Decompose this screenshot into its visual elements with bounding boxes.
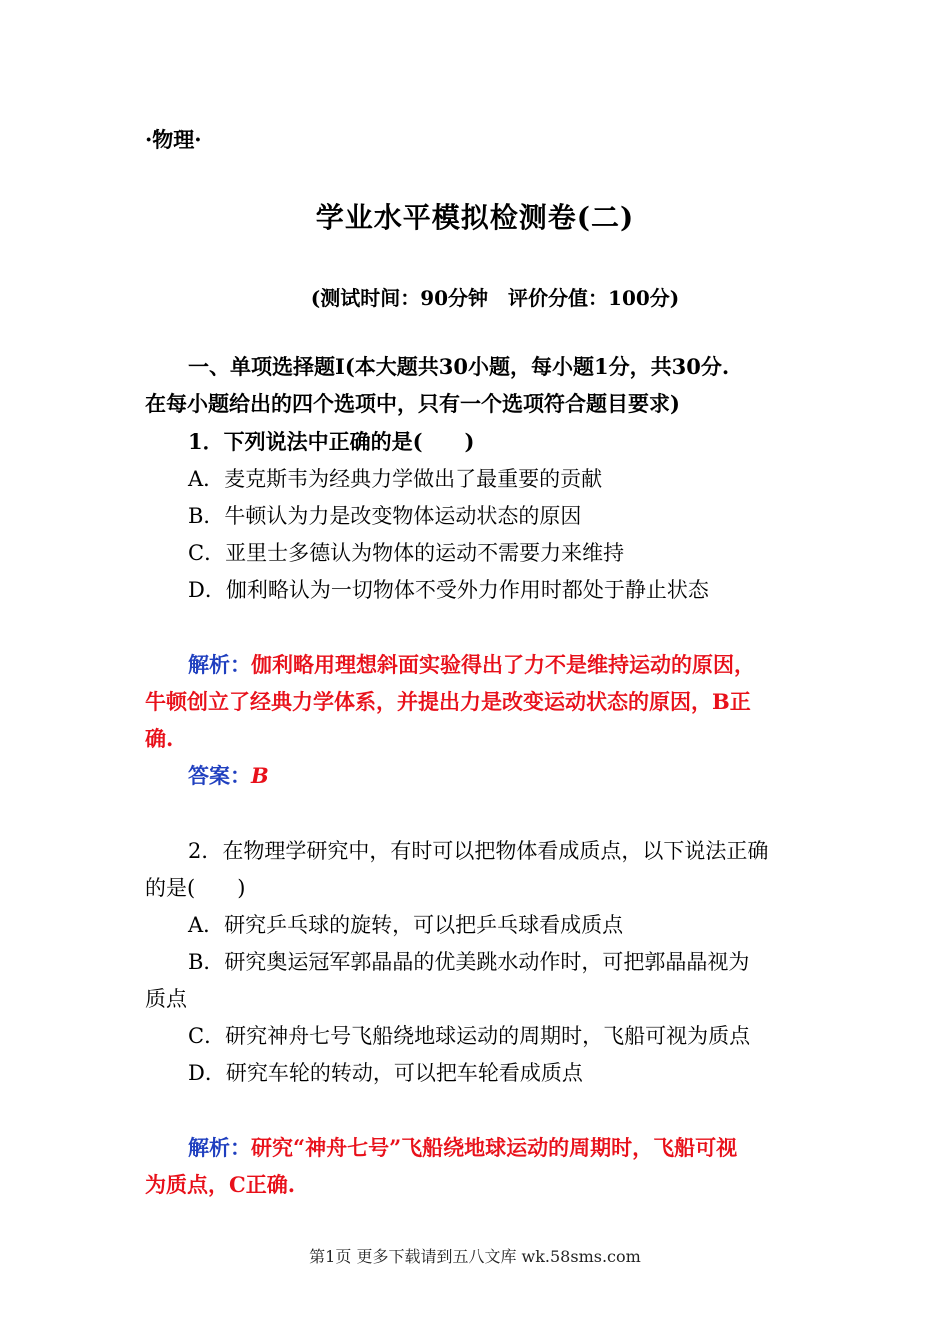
q2-analysis-label: 解析： xyxy=(188,1135,251,1160)
q2-analysis-line2: 为质点，C正确. xyxy=(145,1172,296,1197)
subject-label: ·物理· xyxy=(145,127,202,152)
q1-option-a-text: A．麦克斯韦为经典力学做出了最重要的贡献 xyxy=(188,467,603,491)
q2-stem-line1 xyxy=(188,836,810,866)
q1-option-d xyxy=(188,575,810,605)
q1-analysis-line2: 牛顿创立了经典力学体系，并提出力是改变运动状态的原因，B正 xyxy=(145,689,751,714)
q1-answer xyxy=(188,761,810,791)
q2-option-b-cont: 质点 xyxy=(145,987,187,1011)
q2-option-b: B．研究奥运冠军郭晶晶的优美跳水动作时，可把郭晶晶视为 xyxy=(188,950,750,974)
q2-option-c: C．研究神舟七号飞船绕地球运动的周期时，飞船可视为质点 xyxy=(188,1024,751,1048)
exam-meta: (测试时间：90分钟 评价分值：100分) xyxy=(310,286,680,310)
q1-option-c xyxy=(188,538,810,568)
q2-stem-part1: 2．在物理学研究中 xyxy=(188,839,370,863)
q1-analysis-label: 解析： xyxy=(188,652,251,677)
q1-option-a xyxy=(188,464,810,494)
section-heading-line1: 一、单项选择题Ⅰ(本大题共30小题，每小题1分，共30分. xyxy=(188,354,730,379)
q2-option-d: D．研究车轮的转动，可以把车轮看成质点 xyxy=(188,1061,583,1085)
q1-stem: 1．下列说法中正确的是( ) xyxy=(188,429,475,454)
q1-option-d-text: D．伽利略认为一切物体不受外力作用时都处于静止状态 xyxy=(188,578,709,602)
q1-option-c-text: C．亚里士多德认为物体的运动不需要力来维持 xyxy=(188,541,625,565)
q2-stem-part2: ，有时可以把物体看成质点，以下说法正确 xyxy=(369,839,769,863)
page-title: 学业水平模拟检测卷(二) xyxy=(315,201,635,234)
q1-analysis-line3: 确. xyxy=(145,726,174,751)
q1-answer-label: 答案： xyxy=(188,763,251,788)
section-heading-line2: 在每小题给出的四个选项中，只有一个选项符合题目要求) xyxy=(145,391,680,416)
q2-analysis-line1 xyxy=(188,1133,810,1163)
q2-analysis-text1: 研究“神舟七号”飞船绕地球运动的周期时，飞船可视 xyxy=(251,1135,738,1160)
q1-analysis-line1 xyxy=(188,650,810,680)
q1-analysis-text1: 伽利略用理想斜面实验得出了力不是维持运动的原因， xyxy=(251,652,755,677)
q1-option-b xyxy=(188,501,810,531)
page-footer: 第1页 更多下载请到五八文库 wk.58sms.com xyxy=(309,1247,641,1266)
q2-option-a: A．研究乒乓球的旋转，可以把乒乓球看成质点 xyxy=(188,913,624,937)
q2-stem-line2: 的是( ) xyxy=(145,876,246,900)
q1-answer-value: B xyxy=(251,763,269,788)
q1-option-b-text: B．牛顿认为力是改变物体运动状态的原因 xyxy=(188,504,582,528)
